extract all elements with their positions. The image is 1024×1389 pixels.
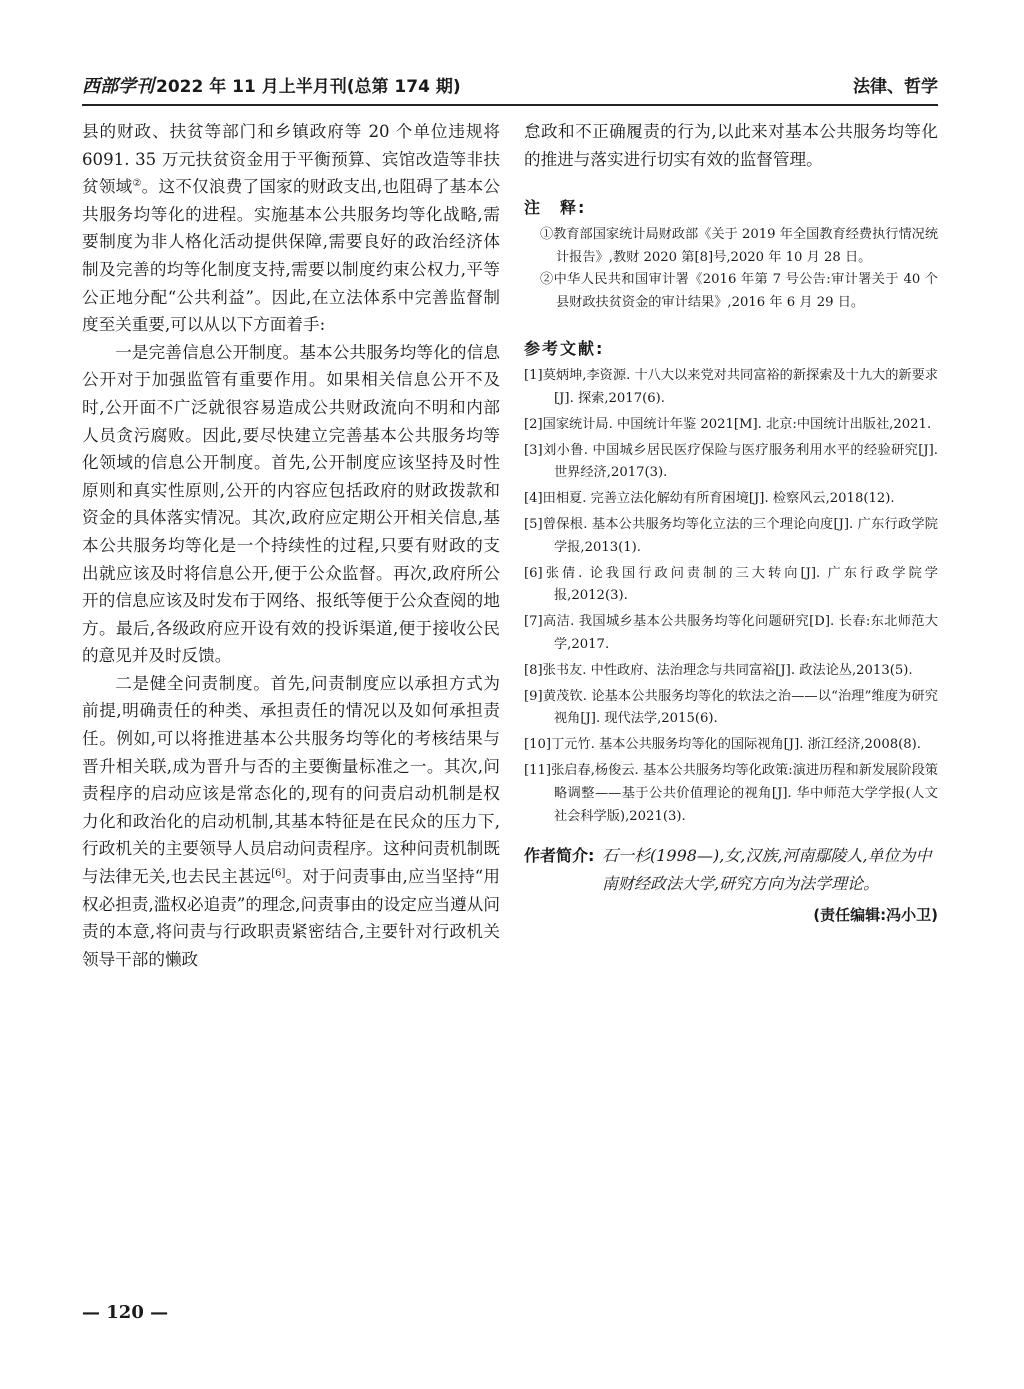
header-divider — [82, 104, 938, 106]
header-journal-issue — [82, 72, 461, 98]
reference-item: [11]张启春,杨俊云. 基本公共服务均等化政策:演进历程和新发展阶段策略调整——基于公共价值理论的视角[J]. 华中师范大学学报(人文社会科学版),2021(3). — [524, 762, 938, 824]
issue-info: 2022 年 11 月上半月刊(总第 174 期) — [156, 77, 461, 97]
reference-item: [9]黄茂钦. 论基本公共服务均等化的软法之治——以“治理”维度为研究视角[J]. 现代法学,2015(6). — [524, 688, 938, 727]
author-bio-label: 作者简介: — [524, 846, 595, 866]
references-list — [524, 365, 938, 828]
running-header — [82, 72, 938, 102]
note-item: ②中华人民共和国审计署《2016 年第 7 号公告:审计署关于 40 个县财政扶贫资金的审计结果》,2016 年 6 月 29 日。 — [540, 272, 938, 310]
reference-item: [8]张书友. 中性政府、法治理念与共同富裕[J]. 政法论丛,2013(5). — [524, 662, 913, 678]
reference-item: [4]田相夏. 完善立法化解幼有所育困境[J]. 检察风云,2018(12). — [524, 491, 895, 507]
right-column — [524, 118, 938, 925]
notes-heading: 注 释: — [524, 198, 587, 218]
reference-item: [6]张倩. 论我国行政问责制的三大转向[J]. 广东行政学院学报,2012(3). — [524, 565, 938, 604]
body-paragraph-3: 二是健全问责制度。首先,问责制度应以承担方式为前提,明确责任的种类、承担责任的情况以及如何承担责任。例如,可以将推进基本公共服务均等化的考核结果与晋升相关联,成为晋升与否的主要衡量标准之一。其次,问责程序的启动应该是常态化的,现有的问责启动机制是权力化和政治化的启动机制,其基本特征是在民众的压力下,行政机关的主要领导人员启动问责程序。这种问责机制既与法律无关,也去民主甚远[6]。对于问责事由,应当坚持“用权必担责,滥权必追责”的理念,问责事由的设定应当遵从问责的本意,将问责与行政职责紧密结合,主要针对行政机关领导干部的懒政 — [82, 673, 500, 969]
body-paragraph-1: 县的财政、扶贫等部门和乡镇政府等 20 个单位违规将 6091. 35 万元扶贫资金用于平衡预算、宾馆改造等非扶贫领域②。这不仅浪费了国家的财政支出,也阻碍了基本公共服务均等化的进程。实施基本公共服务均等化战略,需要制度为非人格化活动提供保障,需要良好的政治经济体制及完善的均等化制度支持,需要以制度约束公权力,平等公正地分配“公共利益”。因此,在立法体系中完善监督制度至关重要,可以从以下方面着手: — [82, 122, 501, 335]
references-heading: 参考文献: — [524, 339, 605, 359]
journal-logo: 西部学刊 — [82, 76, 154, 97]
note-item: ①教育部国家统计局财政部《关于 2019 年全国教育经费执行情况统计报告》,教财 2020 第[8]号,2020 年 10 月 28 日。 — [540, 227, 939, 265]
reference-item: [1]莫炳坤,李资源. 十八大以来党对共同富裕的新探索及十九大的新要求[J]. 探索,2017(6). — [524, 368, 938, 406]
reference-item: [5]曾保根. 基本公共服务均等化立法的三个理论向度[J]. 广东行政学院学报,2013(1). — [524, 516, 938, 555]
page-number: — 120 — — [82, 1302, 169, 1323]
footnote-ref: ② — [132, 178, 142, 190]
author-bio — [524, 842, 938, 898]
reference-item: [2]国家统计局. 中国统计年鉴 2021[M]. 北京:中国统计出版社,2021. — [524, 416, 932, 432]
responsible-editor: (责任编辑:冯小卫) — [813, 906, 938, 925]
reference-item: [10]丁元竹. 基本公共服务均等化的国际视角[J]. 浙江经济,2008(8). — [524, 737, 921, 753]
author-bio-text: 石一杉(1998—),女,汉族,河南鄢陵人,单位为中南财经政法大学,研究方向为法学理论。 — [602, 846, 932, 894]
section-name: 法律、哲学 — [853, 77, 938, 97]
reference-item: [3]刘小鲁. 中国城乡居民医疗保险与医疗服务利用水平的经验研究[J]. 世界经济,2017(3). — [524, 442, 938, 481]
body-paragraph-2: 一是完善信息公开制度。基本公共服务均等化的信息公开对于加强监管有重要作用。如果相关信息公开不及时,公开面不广泛就很容易造成公共财政流向不明和内部人员贪污腐败。因此,要尽快建立完善基本公共服务均等化领域的信息公开制度。首先,公开制度应该坚持及时性原则和真实性原则,公开的内容应包括政府的财政拨款和资金的具体落实情况。其次,政府应定期公开相关信息,基本公共服务均等化是一个持续性的过程,只要有财政的支出就应该及时将信息公开,便于公众监督。再次,政府所公开的信息应该及时发布于网络、报纸等便于公众查阅的地方。最后,各级政府应开设有效的投诉渠道,便于接收公民的意见并及时反馈。 — [82, 342, 500, 666]
citation-ref: [6] — [271, 868, 286, 880]
reference-item: [7]高洁. 我国城乡基本公共服务均等化问题研究[D]. 长春:东北师范大学,2017. — [524, 614, 938, 652]
notes-list — [524, 224, 938, 314]
left-column — [82, 118, 500, 973]
body-paragraph-4: 怠政和不正确履责的行为,以此来对基本公共服务均等化的推进与落实进行切实有效的监督管理。 — [524, 122, 938, 169]
